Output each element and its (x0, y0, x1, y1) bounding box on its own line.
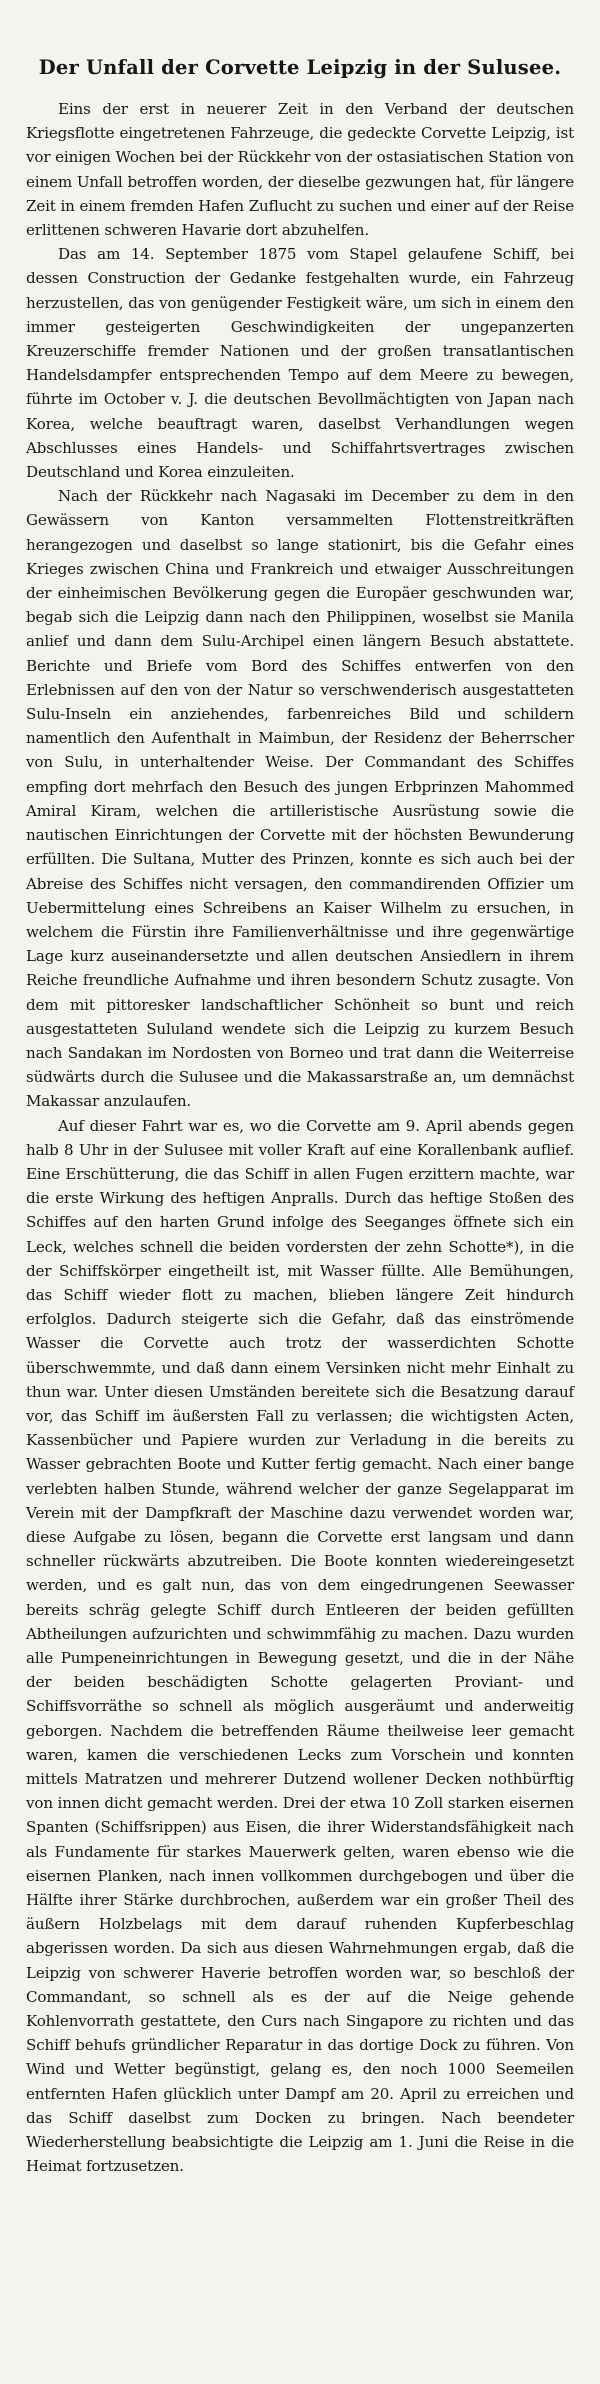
article-paragraph: Eins der erst in neuerer Zeit in den Verband der deutschen Kriegsflotte eingetretenen Fahrzeuge, die gedeckte Corvette Leipzig, ist vor einigen Wochen bei der Rückkehr von der ostasiatischen Station von einem Unfall betroffen worden, der dieselbe gezwungen hat, für längere Zeit in einem fremden Hafen Zuflucht zu suchen und einer auf der Reise erlittenen schweren Havarie dort abzuhelfen. (26, 100, 574, 240)
article-paragraph: Auf dieser Fahrt war es, wo die Corvette am 9. April abends gegen halb 8 Uhr in der Sulusee mit voller Kraft auf eine Korallenbank auflief. Eine Erschütterung, die das Schiff in allen Fugen erzittern machte, war die erste Wirkung des heftigen Anpralls. Durch das heftige Stoßen des Schiffes auf den harten Grund infolge des Seeganges öffnete sich ein Leck, welches schnell die beiden vordersten der zehn Schotte*), in die der Schiffskörper eingetheilt ist, mit Wasser füllte. Alle Bemühungen, das Schiff wieder flott zu machen, blieben längere Zeit hindurch erfolglos. Dadurch steigerte sich die Gefahr, daß das einströmende Wasser die Corvette auch trotz der wasserdichten Schotte überschwemmte, und daß dann einem Versinken nicht mehr Einhalt zu thun war. Unter diesen Umständen bereitete sich die Besatzung darauf vor, das Schiff im äußersten Fall zu verlassen; die wichtigsten Acten, Kassenbücher und Papiere wurden zur Verladung in die bereits zu Wasser gebrachten Boote und Kutter fertig gemacht. Nach einer bange verlebten halben Stunde, während welcher der ganze Segelapparat im Verein mit der Dampfkraft der Maschine dazu verwendet worden war, diese Aufgabe zu lösen, begann die Corvette erst langsam und dann schneller rückwärts abzutreiben. Die Boote konnten wiedereingesetzt werden, und es galt nun, das von dem eingedrungenen Seewasser bereits schräg gelegte Schiff durch Entleeren der beiden gefüllten Abtheilungen aufzurichten und schwimmfähig zu machen. Dazu wurden alle Pumpeneinrichtungen in Bewegung gesetzt, und die in der Nähe der beiden beschädigten Schotte gelagerten Proviant- und Schiffsvorräthe so schnell als möglich ausgeräumt und anderweitig geborgen. Nachdem die betreffenden Räume theilweise leer gemacht waren, kamen die verschiedenen Lecks zum Vorschein und konnten mittels Matratzen und mehrerer Dutzend wollener Decken nothbürftig von innen dicht gemacht werden. Drei der etwa 10 Zoll starken eisernen Spanten (Schiffsrippen) aus Eisen, die ihrer Widerstandsfähigkeit nach als Fundamente für starkes Mauerwerk gelten, waren ebenso wie die eisernen Planken, nach innen vollkommen durchgebogen und über die Hälfte ihrer Stärke durchbrochen, außerdem war ein großer Theil des äußern Holzbelags mit dem darauf ruhenden Kupferbeschlag abgerissen worden. Da sich aus diesen Wahrnehmungen ergab, daß die Leipzig von schwerer Haverie betroffen worden war, so beschloß der Commandant, so schnell als es der auf die Neige gehende Kohlenvorrath gestattete, den Curs nach Singapore zu richten und das Schiff behufs gründlicher Reparatur in das dortige Dock zu führen. Von Wind und Wetter begünstigt, gelang es, den noch 1000 Seemeilen entfernten Hafen glücklich unter Dampf am 20. April zu erreichen und das Schiff daselbst zum Docken zu bringen. Nach beendeter Wiederherstellung beabsichtigte die Leipzig am 1. Juni die Reise in die Heimat fortzusetzen. (26, 1116, 574, 2176)
article-title: Der Unfall der Corvette Leipzig in der Sulusee. (38, 56, 562, 79)
article-body (26, 97, 574, 2178)
article-paragraph: Nach der Rückkehr nach Nagasaki im December zu dem in den Gewässern von Kanton versammelten Flottenstreitkräften herangezogen und daselbst so lange stationirt, bis die Gefahr eines Krieges zwischen China und Frankreich und etwaiger Ausschreitungen der einheimischen Bevölkerung gegen die Europäer geschwunden war, begab sich die Leipzig dann nach den Philippinen, woselbst sie Manila anlief und dann dem Sulu-Archipel einen längern Besuch abstattete. Berichte und Briefe vom Bord des Schiffes entwerfen von den Erlebnissen auf den von der Natur so verschwenderisch ausgestatteten Sulu-Inseln ein anziehendes, farbenreiches Bild und schildern namentlich den Aufenthalt in Maimbun, der Residenz der Beherrscher von Sulu, in unterhaltender Weise. Der Commandant des Schiffes empfing dort mehrfach den Besuch des jungen Erbprinzen Mahommed Amiral Kiram, welchen die artilleristische Ausrüstung sowie die nautischen Einrichtungen der Corvette mit der höchsten Bewunderung erfüllten. Die Sultana, Mutter des Prinzen, konnte es sich auch bei der Abreise des Schiffes nicht versagen, den commandirenden Offizier um Uebermittelung eines Schreibens an Kaiser Wilhelm zu ersuchen, in welchem die Fürstin ihre Familienverhältnisse und ihre gegenwärtige Lage kurz auseinandersetzte und allen deutschen Ansiedlern in ihrem Reiche freundliche Aufnahme und ihren besondern Schutz zusagte. Von dem mit pittoresker landschaftlicher Schönheit so bunt und reich ausgestatteten Sululand wendete sich die Leipzig zu kurzem Besuch nach Sandakan im Nordosten von Borneo und trat dann die Weiterreise südwärts durch die Sulusee und die Makassarstraße an, um demnächst Makassar anzulaufen. (26, 487, 574, 1111)
article-paragraph: Das am 14. September 1875 vom Stapel gelaufene Schiff, bei dessen Construction der Gedanke festgehalten wurde, ein Fahrzeug herzustellen, das von genügender Festigkeit wäre, um sich in einem den immer gesteigerten Geschwindigkeiten der ungepanzerten Kreuzerschiffe fremder Nationen und der großen transatlantischen Handelsdampfer entsprechenden Tempo auf dem Meere zu bewegen, führte im October v. J. die deutschen Bevollmächtigten von Japan nach Korea, welche beauftragt waren, daselbst Verhandlungen wegen Abschlusses eines Handels- und Schiffahrtsvertrages zwischen Deutschland und Korea einzuleiten. (26, 245, 574, 482)
